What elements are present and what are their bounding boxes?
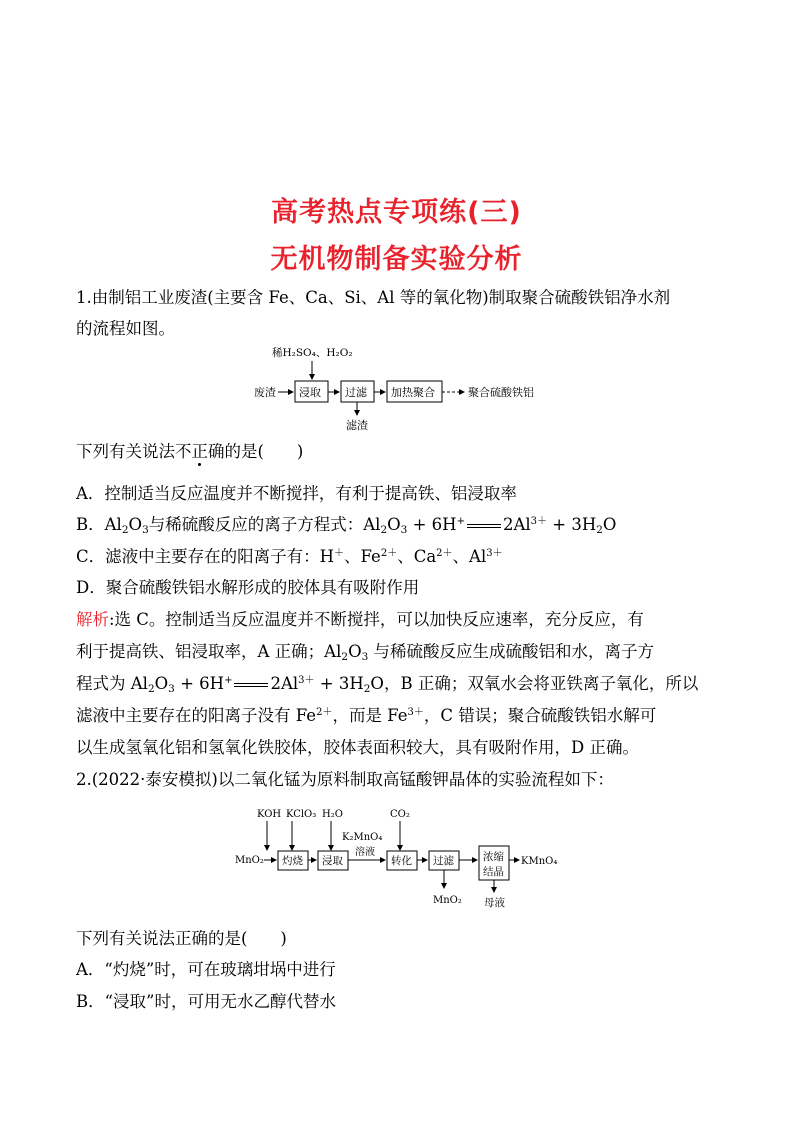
- q2-reagent-koh: KOH: [257, 809, 282, 820]
- q2-step5-label-1: 浓缩: [483, 851, 504, 863]
- q2-output-label: KMnO₄: [521, 856, 558, 867]
- q2-solution-label: 溶液: [355, 847, 375, 858]
- q1-output-label: 聚合硫酸铁铝: [468, 386, 534, 399]
- q1-option-c: C．滤液中主要存在的阳离子有：H＋、$Fe^{2+}$、$Ca^{2+}$、$Al^{3+}$: [76, 547, 503, 566]
- q1-analysis-line4: 滤液中主要存在的阳离子没有 $Fe^{2+}$，而是 $Fe^{3+}$，C 错误；聚合硫酸铁铝水解可: [76, 706, 657, 725]
- q2-stem: 2.(2022·泰安模拟)以二氧化锰为原料制取高锰酸钾晶体的实验流程如下：: [76, 770, 614, 789]
- q2-k2mno4-label: K₂MnO₄: [342, 832, 383, 843]
- q2-reagent-co2: CO₂: [390, 809, 410, 820]
- q1-step1-label: 浸取: [299, 386, 321, 399]
- q2-reagent-kclo3: KClO₃: [286, 809, 317, 820]
- q1-option-a: A．控制适当反应温度并不断搅拌，有利于提高铁、铝浸取率: [76, 484, 517, 503]
- q1-question: 下列有关说法不正确的是( ): [76, 442, 304, 461]
- q2-option-b: B．“浸取”时，可用无水乙醇代替水: [76, 992, 336, 1011]
- q1-stem-line1: 1.由制铝工业废渣(主要含 Fe、Ca、Si、Al 等的氧化物)制取聚合硫酸铁铝净水剂: [76, 288, 671, 307]
- q2-mother-liquor-label: 母液: [484, 897, 505, 909]
- page-subtitle: 无机物制备实验分析: [270, 244, 523, 275]
- q2-question: 下列有关说法正确的是( ): [76, 929, 287, 948]
- q1-reagents-label: 稀H₂SO₄、H₂O₂: [272, 347, 353, 359]
- q1-input-label: 废渣: [254, 386, 276, 399]
- q1-analysis-line5: 以生成氢氧化铝和氢氧化铁胶体，胶体表面积较大，具有吸附作用，D 正确。: [76, 738, 639, 757]
- q2-reagent-h2o: H₂O: [322, 809, 343, 820]
- analysis-label: 解析: [76, 610, 109, 629]
- q2-step5-label-2: 结晶: [483, 866, 504, 878]
- q1-analysis-line1: 解析:选 C。控制适当反应温度并不断搅拌，可以加快反应速率，充分反应，有: [76, 610, 644, 629]
- q2-step4-label: 过滤: [433, 855, 454, 867]
- q1-analysis-line3: 程式为 Al2O3 + 6H+ $2Al^{3+} + 3H2O$，B 正确；双氧水会将亚铁离子氧化，所以: [76, 674, 699, 695]
- q2-step2-label: 浸取: [322, 855, 343, 867]
- q2-step3-label: 转化: [391, 855, 412, 867]
- q1-emphasis-text: 不正确: [175, 442, 225, 461]
- q1-step2-label: 过滤: [345, 386, 367, 399]
- q1-flow-diagram: [250, 340, 550, 436]
- page-title: 高考热点专项练(三): [271, 197, 522, 228]
- q2-flow-diagram: [230, 800, 570, 912]
- q2-step1-label: 灼烧: [282, 855, 303, 867]
- q1-step3-label: 加热聚合: [391, 386, 435, 399]
- q2-byproduct-label: MnO₂: [433, 895, 462, 906]
- q1-residue-label: 滤渣: [346, 419, 368, 432]
- q1-option-d: D．聚合硫酸铁铝水解形成的胶体具有吸附作用: [76, 578, 420, 597]
- q1-option-b: B．Al2O3与稀硫酸反应的离子方程式：Al2O3 + 6H+ $2Al^{3+} + 3H2O$: [76, 515, 617, 536]
- q2-input-label: MnO₂: [235, 855, 264, 866]
- q1-stem-line2: 的流程如图。: [76, 319, 175, 338]
- q1-analysis-line2: 利于提高铁、铝浸取率，A 正确；Al2O3 与稀硫酸反应生成硫酸铝和水，离子方: [76, 642, 655, 663]
- q2-option-a: A．“灼烧”时，可在玻璃坩埚中进行: [76, 960, 336, 979]
